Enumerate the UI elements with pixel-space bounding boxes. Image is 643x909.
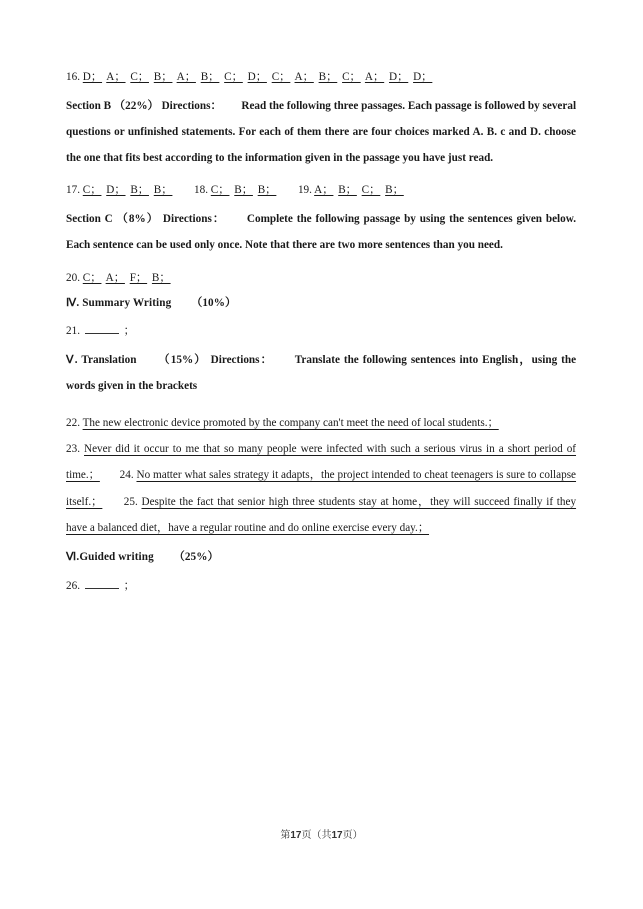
translation-block xyxy=(66,348,576,400)
answer-item: B； xyxy=(130,184,149,197)
translation-heading: Ⅴ. Translation xyxy=(66,354,137,367)
footer-prefix: 第 xyxy=(280,830,291,841)
translation-weight: （15%） xyxy=(158,354,207,367)
footer-total-pages: 17 xyxy=(331,830,343,841)
answer-row-16-number: 16. xyxy=(66,71,80,83)
guided-writing-heading: Ⅵ.Guided writing xyxy=(66,551,154,564)
translation-item-text: Never did it occur to me that so many people were infected with such a serious virus in a short period of time.； xyxy=(66,443,577,482)
footer-current-page: 17 xyxy=(290,830,302,841)
translation-item-text: The new electronic device promoted by the company can't meet the need of local students.； xyxy=(82,416,499,429)
answer-item: D； xyxy=(413,71,433,83)
summary-writing-heading-row xyxy=(66,295,576,312)
answer-item: B； xyxy=(151,271,171,284)
answer-item: C； xyxy=(271,71,291,83)
answer-item: A； xyxy=(176,71,196,83)
answer-item: C； xyxy=(342,71,361,83)
answer-item: B； xyxy=(234,184,253,197)
section-c-directions-text: Complete the following passage by using the sentences given below. Each sentence can be used only once. Note that there are two more sentences than you need. xyxy=(66,213,577,252)
answer-item: A； xyxy=(364,71,385,83)
section-b-title: Section B xyxy=(66,100,112,112)
answer-item: D； xyxy=(82,71,103,83)
answer-group-number: 18. xyxy=(194,184,208,197)
answer-item: F； xyxy=(129,271,148,284)
answer-item: B； xyxy=(200,71,220,83)
translation-item-text: Despite the fact that senior high three students stay at home，they will succeed finally if they have a balanced diet，have a regular routine and do online exercise every day.； xyxy=(66,495,577,534)
answer-item: B； xyxy=(153,71,173,83)
answer-item: D； xyxy=(388,71,409,83)
summary-writing-weight: （10%） xyxy=(191,296,237,309)
answer-group-number: 19. xyxy=(297,184,312,197)
answer-item: D； xyxy=(247,71,267,83)
section-b-directions-text: Read the following three passages. Each passage is followed by several questions or unfinished statements. For each of them there are four choices marked A. B. c and D. choose the one that fits best according to the information given in the passage you have just read. xyxy=(66,100,577,164)
translation-item-text: No matter what sales strategy it adapts，the project intended to cheat teenagers is sure to collapse itself.； xyxy=(66,469,577,508)
answer-item: C； xyxy=(361,184,381,197)
translation-item-22 xyxy=(66,410,576,436)
answer-item: A； xyxy=(294,71,314,83)
footer-middle: 页（共 xyxy=(301,830,332,841)
guided-writing-item-number: 26. xyxy=(66,579,80,592)
translation-directions-label: Directions： xyxy=(210,354,274,367)
answer-item: C； xyxy=(82,271,102,284)
section-b-weight: （22%） xyxy=(113,100,159,112)
answer-item: B； xyxy=(338,184,357,197)
answer-row-17-19 xyxy=(66,181,576,197)
answer-blank xyxy=(85,578,119,589)
answer-item: C； xyxy=(82,184,102,197)
answer-row-16 xyxy=(66,68,576,84)
answer-blank xyxy=(85,323,119,334)
translation-directions-text: Translate the following sentences into English，using the words given in the brackets xyxy=(66,354,577,392)
section-c-weight: （8%） xyxy=(116,213,160,226)
answer-item: A； xyxy=(106,71,126,83)
answer-item: B； xyxy=(385,184,404,197)
footer-suffix: 页） xyxy=(342,830,363,841)
answer-item: B； xyxy=(257,184,277,197)
summary-writing-item-number: 21. xyxy=(66,325,80,338)
guided-writing-weight: （25%） xyxy=(173,551,219,564)
translation-item-23-24 xyxy=(66,436,576,541)
answer-item: D； xyxy=(106,184,126,197)
answer-item: B； xyxy=(153,184,173,197)
section-c-block xyxy=(66,207,576,259)
answer-item: A； xyxy=(314,184,334,197)
answer-group-number: 17. xyxy=(66,184,80,197)
section-b-directions-label: Directions： xyxy=(161,100,222,112)
section-c-title: Section C xyxy=(66,213,113,226)
summary-writing-heading: Ⅳ. Summary Writing xyxy=(66,296,172,309)
answer-item: C； xyxy=(130,71,149,83)
answer-item: C； xyxy=(210,184,230,197)
translation-item-number: 25. xyxy=(123,495,138,508)
section-b-block xyxy=(66,94,576,171)
summary-writing-item xyxy=(66,322,576,338)
translation-item-number: 22. xyxy=(66,416,80,429)
answer-row-20-number: 20. xyxy=(66,271,80,284)
guided-writing-item xyxy=(66,577,576,593)
section-c-directions-label: Directions： xyxy=(162,213,226,226)
translation-item-number: 23. xyxy=(66,443,80,456)
translation-item-number: 24. xyxy=(119,469,134,482)
page-footer xyxy=(0,826,643,841)
answer-item: B； xyxy=(318,71,338,83)
page-content xyxy=(66,68,576,603)
guided-writing-heading-row xyxy=(66,549,576,566)
summary-writing-item-value: ； xyxy=(123,325,135,338)
answer-row-20 xyxy=(66,269,576,285)
answer-item: A； xyxy=(105,271,125,284)
guided-writing-item-value: ； xyxy=(123,579,135,592)
answer-item: C； xyxy=(224,71,243,83)
